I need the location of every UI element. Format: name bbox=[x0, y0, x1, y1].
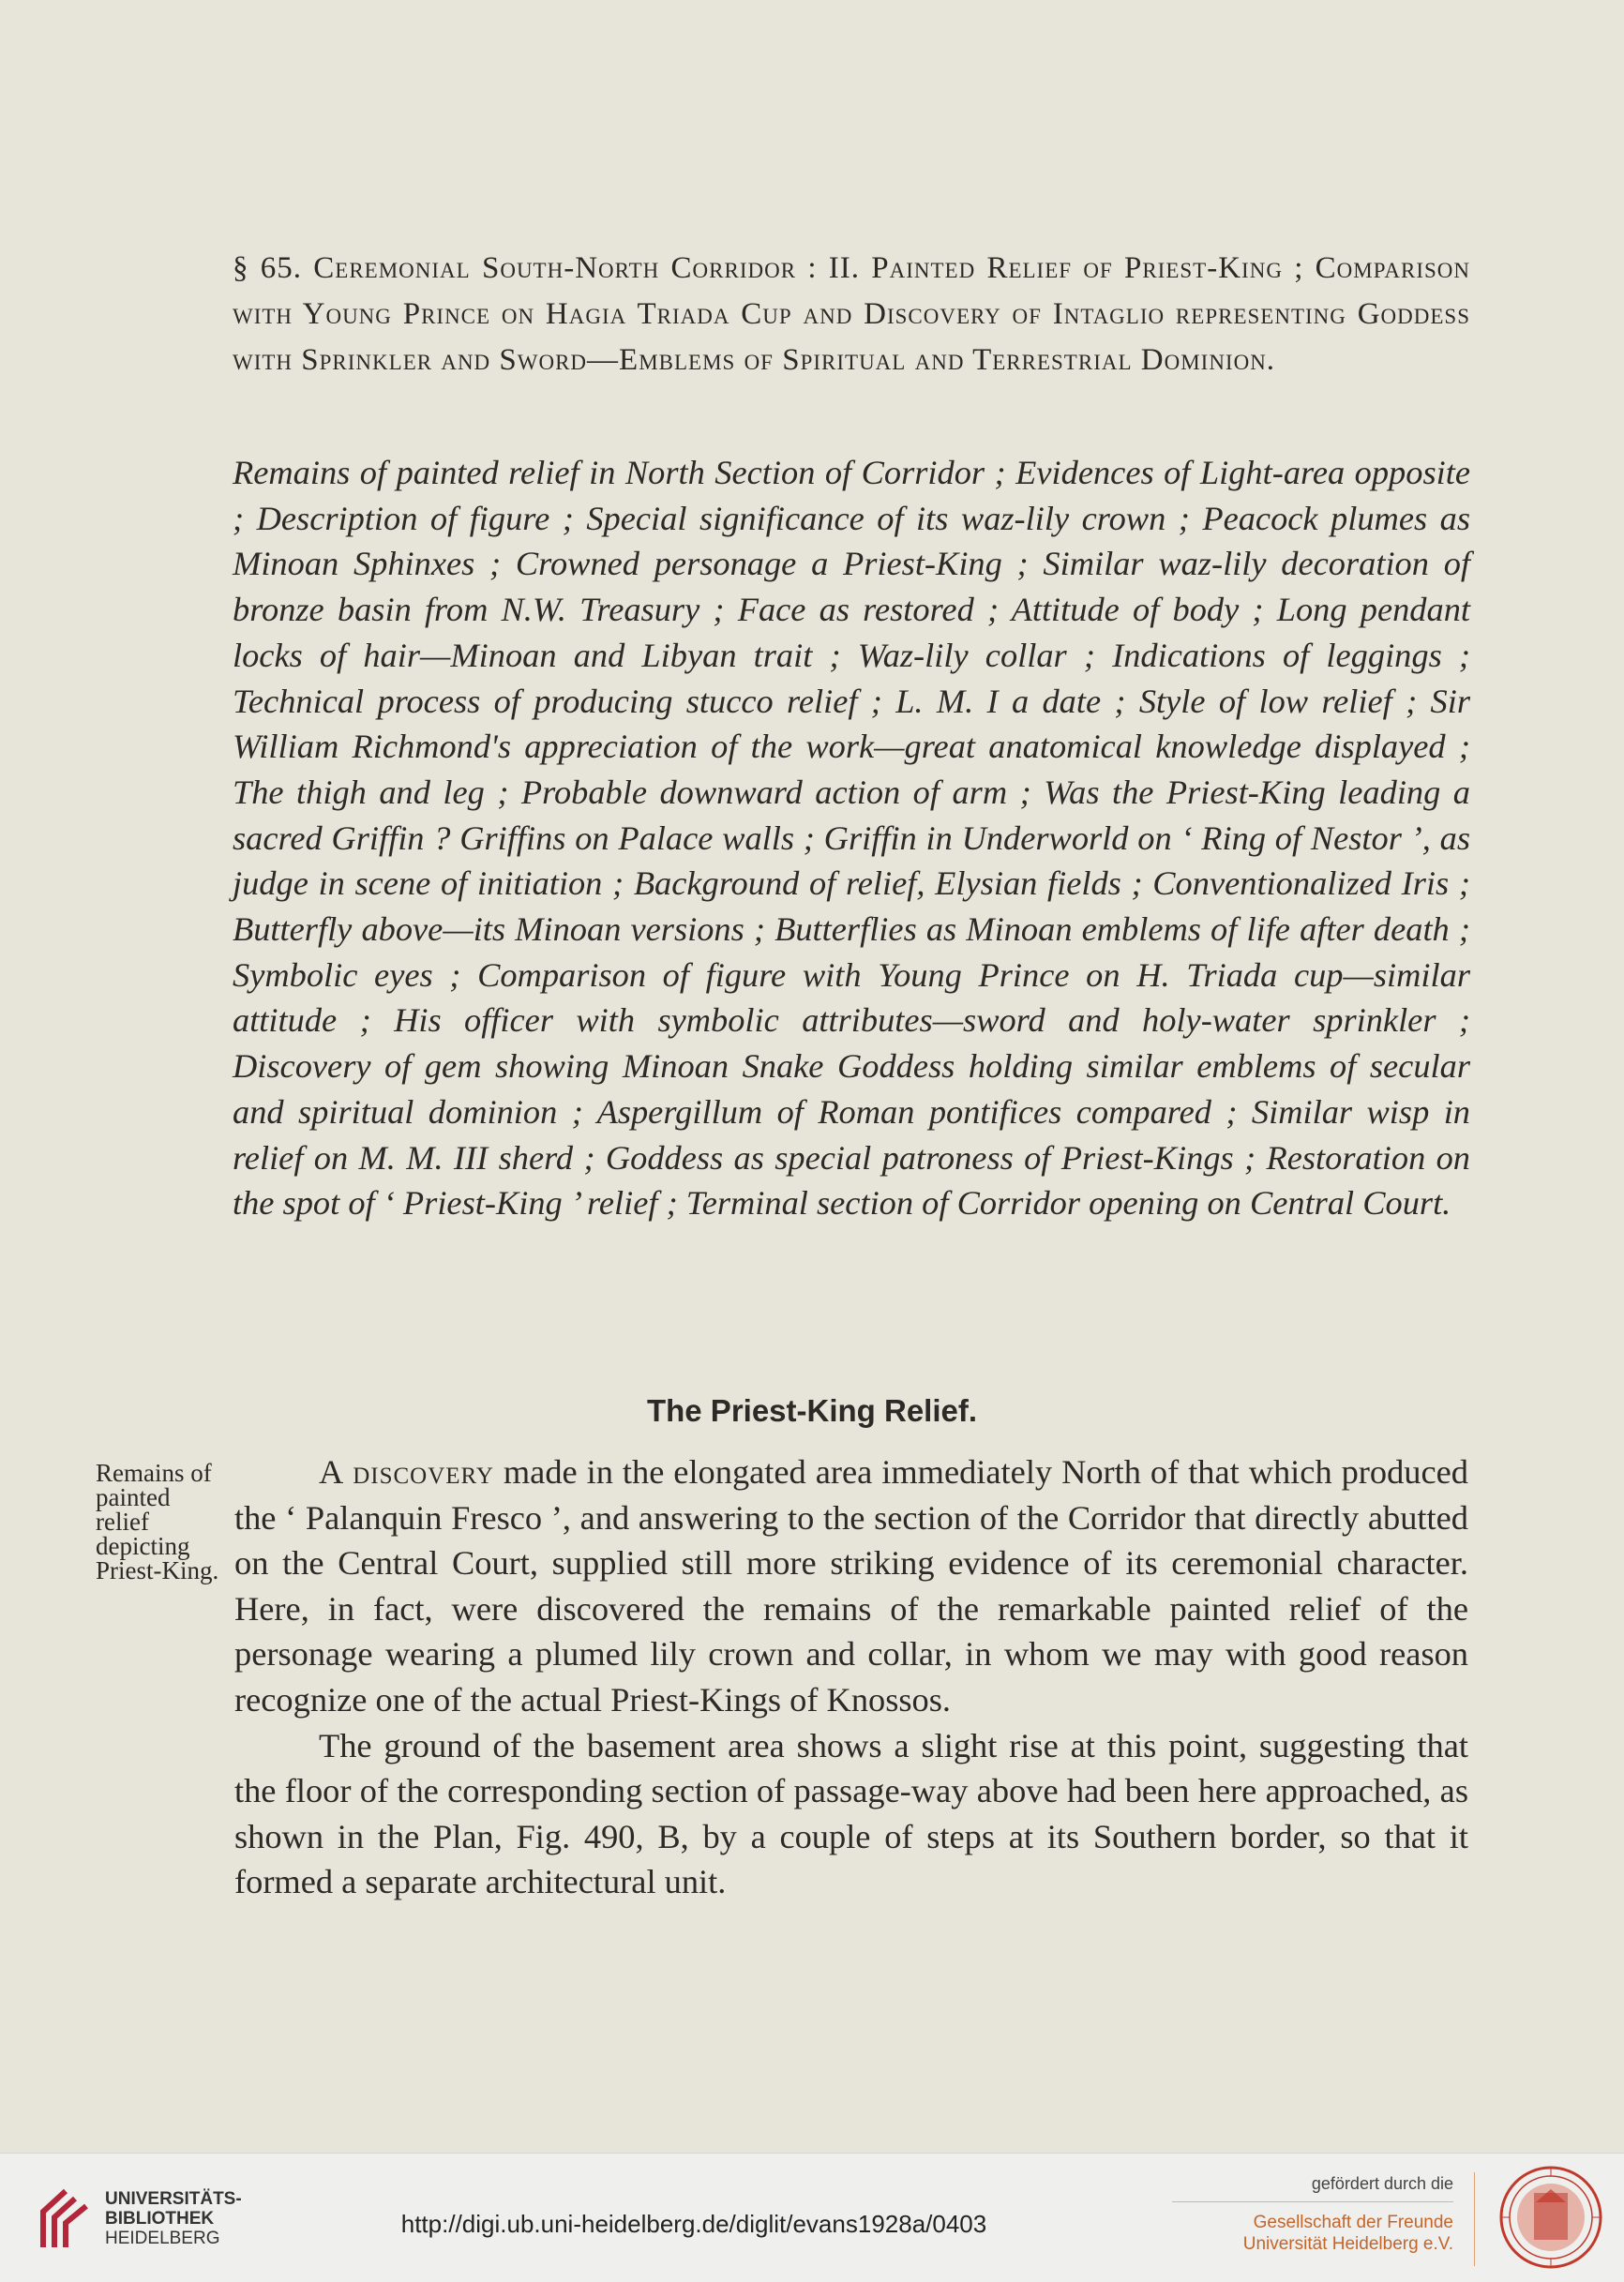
library-name-line: BIBLIOTHEK bbox=[105, 2209, 215, 2229]
section-synopsis: Remains of painted relief in North Section of Corridor ; Evidences of Light-area opposite ; Description of figure ; Special significance of its waz-lily crown ; Peacock plumes as Minoan Sphinxes ; Crowned personage a Priest-King ; Similar waz-lily decoration of bronze basin from N.W. Treasury ; Face as restored ; Attitude of body ; Long pendant locks of hair—Minoan and Libyan trait ; Waz-lily collar ; Indications of leggings ; Technical process of producing stucco relief ; L. M. I a date ; Style of low relief ; Sir William Richmond's appreciation of the work—great anatomical knowledge displayed ; The thigh and leg ; Probable downward action of arm ; Was the Priest-King leading a sacred Griffin ? Griffins on Palace walls ; Griffin in Underworld on ‘ Ring of Nestor ’, as judge in scene of initiation ; Background of relief, Elysian fields ; Conventionalized Iris ; Butterfly above—its Minoan versions ; Butterflies as Minoan emblems of life after death ; Symbolic eyes ; Comparison of figure with Young Prince on H. Triada cup—similar attitude ; His officer with symbolic attributes—sword and holy-water sprinkler ; Discovery of gem showing Minoan Snake Goddess holding similar emblems of secular and spiritual dominion ; Aspergillum of Roman pontifices compared ; Similar wisp in relief on M. M. III sherd ; Goddess as special patroness of Priest-Kings ; Restoration on the spot of ‘ Priest-King ’ relief ; Terminal section of Corridor opening on Central Court. bbox=[233, 454, 1470, 1223]
subheading: The Priest-King Relief. bbox=[646, 1393, 978, 1428]
sponsor-name-line: Gesellschaft der Freunde bbox=[1253, 2213, 1453, 2232]
footer-bar bbox=[0, 2153, 1624, 2282]
library-name-line: UNIVERSITÄTS- bbox=[105, 2189, 242, 2209]
body-text bbox=[234, 1449, 1468, 1905]
paragraph: The ground of the basement area shows a slight rise at this point, suggesting that the floor of the corresponding section of passage-way above had been here approached, as shown in the Plan, Fig. 490, B, by a couple of steps at its Southern border, so that it formed a separate architectural unit. bbox=[234, 1726, 1468, 1901]
permalink-url[interactable]: http://digi.ub.uni-heidelberg.de/diglit/evans1928a/0403 bbox=[400, 2210, 987, 2238]
library-name-line: HEIDELBERG bbox=[105, 2229, 220, 2248]
paragraph-lead: A discovery bbox=[319, 1453, 494, 1491]
paragraph bbox=[234, 1449, 1468, 1723]
paragraph-text: made in the elongated area immediately North of that which produced the ‘ Palanquin Fresco ’, and answering to the section of the Corridor that directly abutted on the Central Court, supplied still more striking evidence of its ceremonial character. Here, in fact, were discovered the remains of the remarkable painted relief of the personage wearing a plumed lily crown and collar, in whom we may with good reason recognize one of the actual Priest-Kings of Knossos. bbox=[234, 1453, 1468, 1719]
section-heading: § 65. Ceremonial South-North Corridor : II. Painted Relief of Priest-King ; Comparison with Young Prince on Hagia Triada Cup and Discovery of Intaglio representing Goddess with Sprinkler and Sword—Emblems of Spiritual and Terrestrial Dominion. bbox=[233, 251, 1470, 377]
sponsor-divider bbox=[1172, 2201, 1453, 2202]
sponsor-name-line: Universität Heidelberg e.V. bbox=[1242, 2234, 1453, 2254]
university-seal-icon bbox=[1498, 2165, 1603, 2270]
sponsor-block bbox=[1172, 2174, 1453, 2255]
footer-divider bbox=[1474, 2172, 1475, 2266]
margin-note: Remains of painted relief depicting Priest-King. bbox=[96, 1459, 219, 1584]
sponsor-label: gefördert durch die bbox=[1311, 2174, 1453, 2193]
